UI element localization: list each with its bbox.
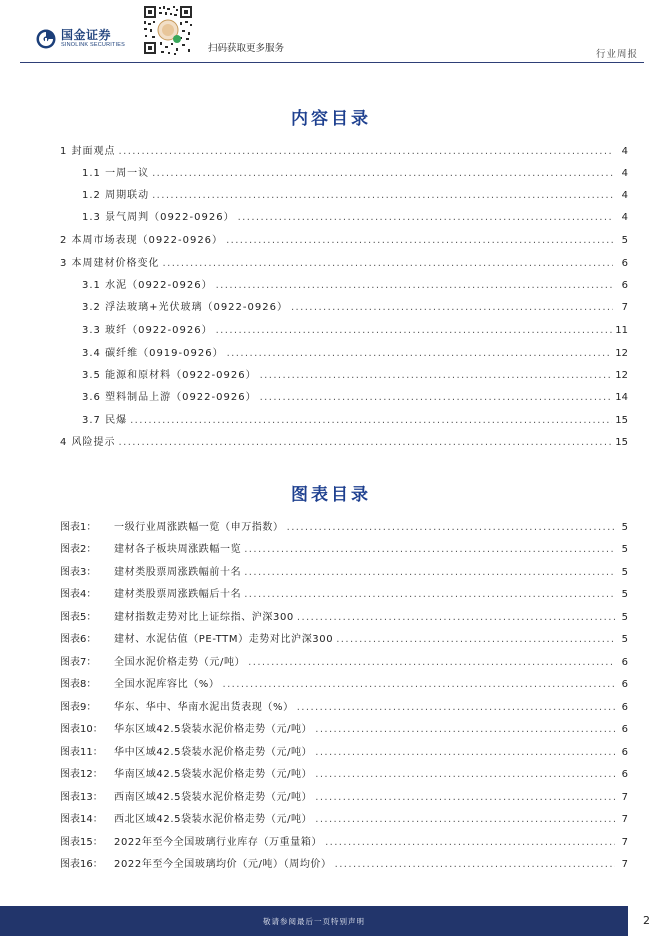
dot-leader: [227, 347, 613, 361]
dot-leader: [152, 189, 613, 203]
figure-list-title: 图表目录: [291, 485, 371, 505]
dot-leader: [244, 588, 615, 602]
figure-entry[interactable]: [60, 768, 628, 782]
toc-entry-page: 4: [621, 190, 628, 201]
dot-leader: [260, 391, 613, 405]
figure-title: 全国水泥价格走势（元/吨）: [114, 657, 246, 668]
figure-title: 华中区域42.5袋装水泥价格走势（元/吨）: [114, 747, 313, 758]
figure-page: 7: [621, 792, 628, 803]
figure-title: 建材类股票周涨跌幅后十名: [114, 589, 242, 600]
figure-label: 图表2：: [60, 544, 97, 555]
toc-entry[interactable]: [82, 369, 628, 383]
toc-entry-page: 6: [621, 258, 628, 269]
toc-entry-title: 3 本周建材价格变化: [60, 258, 160, 269]
figure-title: 全国水泥库容比（%）: [114, 679, 220, 690]
figure-title: 建材各子板块周涨跌幅一览: [114, 544, 242, 555]
figure-title: 西南区域42.5袋装水泥价格走势（元/吨）: [114, 792, 313, 803]
figure-entry[interactable]: [60, 701, 628, 715]
dot-leader: [297, 701, 615, 715]
document-type-label: 行业周报: [595, 49, 638, 60]
toc-entry[interactable]: [82, 189, 628, 203]
figure-label: 图表1：: [60, 522, 97, 533]
toc-entry[interactable]: [60, 145, 628, 159]
dot-leader: [163, 257, 613, 271]
dot-leader: [244, 543, 615, 557]
toc-entry-title: 4 风险提示: [60, 437, 116, 448]
footer-disclaimer: 敬请参阅最后一页特别声明: [263, 916, 365, 926]
figure-label: 图表5：: [60, 612, 97, 623]
dot-leader: [297, 611, 615, 625]
figure-entry[interactable]: [60, 791, 628, 805]
toc-entry-title: 1.1 一周一议: [82, 168, 150, 179]
toc-entry-title: 3.4 碳纤维（0919-0926）: [82, 348, 224, 359]
toc-entry[interactable]: [82, 391, 628, 405]
figure-label: 图表12：: [60, 769, 103, 780]
figure-title: 2022年至今全国玻璃行业库存（万重量箱）: [114, 837, 323, 848]
toc-entry-title: 3.7 民爆: [82, 415, 128, 426]
toc-entry[interactable]: [82, 324, 628, 338]
toc-entry-title: 3.2 浮法玻璃+光伏玻璃（0922-0926）: [82, 302, 288, 313]
figure-page: 5: [621, 544, 628, 555]
toc-entry-page: 4: [621, 168, 628, 179]
page-footer: [0, 906, 662, 936]
figure-entry[interactable]: [60, 858, 628, 872]
dot-leader: [315, 723, 615, 737]
dot-leader: [315, 791, 615, 805]
figure-entry[interactable]: [60, 566, 628, 580]
figure-title: 华南区域42.5袋装水泥价格走势（元/吨）: [114, 769, 313, 780]
figure-page: 5: [621, 634, 628, 645]
figure-page: 6: [621, 679, 628, 690]
toc-entry[interactable]: [82, 167, 628, 181]
figure-entry[interactable]: [60, 543, 628, 557]
toc-entry-page: 4: [621, 146, 628, 157]
figure-entry[interactable]: [60, 611, 628, 625]
figure-page: 7: [621, 837, 628, 848]
dot-leader: [315, 746, 615, 760]
toc-entry-page: 6: [621, 280, 628, 291]
dot-leader: [260, 369, 613, 383]
dot-leader: [287, 521, 615, 535]
figure-title: 2022年至今全国玻璃均价（元/吨）（周均价）: [114, 859, 332, 870]
figure-label: 图表9：: [60, 702, 97, 713]
logo-chinese-name: 国金证券: [61, 28, 112, 43]
toc-entry-title: 3.1 水泥（0922-0926）: [82, 280, 213, 291]
figure-entry[interactable]: [60, 656, 628, 670]
dot-leader: [336, 633, 615, 647]
dot-leader: [238, 211, 613, 225]
figure-page: 7: [621, 814, 628, 825]
toc-entry-page: 4: [621, 212, 628, 223]
dot-leader: [119, 145, 613, 159]
dot-leader: [226, 234, 613, 248]
toc-entry[interactable]: [82, 301, 628, 315]
toc-entry-title: 2 本周市场表现（0922-0926）: [60, 235, 224, 246]
dot-leader: [130, 414, 612, 428]
toc-entry-page: 11: [615, 325, 628, 336]
figure-page: 5: [621, 589, 628, 600]
figure-entry[interactable]: [60, 588, 628, 602]
figure-title: 建材类股票周涨跌幅前十名: [114, 567, 242, 578]
toc-entry-title: 1.3 景气周判（0922-0926）: [82, 212, 235, 223]
dot-leader: [325, 836, 615, 850]
toc-entry-page: 14: [615, 392, 628, 403]
toc-entry-title: 1.2 周期联动: [82, 190, 150, 201]
toc-entry[interactable]: [82, 414, 628, 428]
figure-label: 图表16：: [60, 859, 103, 870]
dot-leader: [315, 813, 615, 827]
toc-entry-title: 3.6 塑料制品上游（0922-0926）: [82, 392, 257, 403]
toc-entry-title: 3.5 能源和原材料（0922-0926）: [82, 370, 257, 381]
figure-label: 图表3：: [60, 567, 97, 578]
dot-leader: [335, 858, 615, 872]
figure-page: 6: [621, 724, 628, 735]
figure-page: 5: [621, 612, 628, 623]
figure-title: 建材指数走势对比上证综指、沪深300: [114, 612, 294, 623]
dot-leader: [291, 301, 613, 315]
figure-title: 华东区域42.5袋装水泥价格走势（元/吨）: [114, 724, 313, 735]
figure-page: 6: [621, 769, 628, 780]
figure-page: 6: [621, 702, 628, 713]
toc-entry[interactable]: [82, 211, 628, 225]
toc-entry-title: 3.3 玻纤（0922-0926）: [82, 325, 213, 336]
figure-entry[interactable]: [60, 813, 628, 827]
figure-label: 图表10：: [60, 724, 103, 735]
figure-label: 图表13：: [60, 792, 103, 803]
dot-leader: [244, 566, 615, 580]
figure-entry[interactable]: [60, 521, 628, 535]
dot-leader: [315, 768, 615, 782]
figure-page: 6: [621, 657, 628, 668]
toc-entry-page: 12: [615, 348, 628, 359]
figure-page: 5: [621, 522, 628, 533]
figure-title: 华东、华中、华南水泥出货表现（%）: [114, 702, 294, 713]
figure-label: 图表4：: [60, 589, 97, 600]
logo-english-name: SINOLINK SECURITIES: [61, 42, 126, 49]
figure-entry[interactable]: [60, 836, 628, 850]
dot-leader: [119, 436, 613, 450]
dot-leader: [152, 167, 613, 181]
dot-leader: [223, 678, 615, 692]
toc-entry[interactable]: [82, 279, 628, 293]
toc-entry-page: 5: [621, 235, 628, 246]
figure-label: 图表15：: [60, 837, 103, 848]
figure-title: 西北区域42.5袋装水泥价格走势（元/吨）: [114, 814, 313, 825]
toc-entry-title: 1 封面观点: [60, 146, 116, 157]
toc-entry[interactable]: [82, 347, 628, 361]
figure-entry[interactable]: [60, 633, 628, 647]
qr-code: [140, 2, 196, 58]
toc-entry[interactable]: [60, 234, 628, 248]
dot-leader: [216, 324, 613, 338]
figure-page: 7: [621, 859, 628, 870]
figure-page: 6: [621, 747, 628, 758]
figure-title: 建材、水泥估值（PE-TTM）走势对比沪深300: [114, 634, 334, 645]
toc-entry[interactable]: [60, 436, 628, 450]
figure-entry[interactable]: [60, 746, 628, 760]
page-header: [0, 0, 662, 62]
figure-label: 图表7：: [60, 657, 97, 668]
sinolink-logo-icon: [36, 29, 56, 49]
figure-entry[interactable]: [60, 678, 628, 692]
toc-entry-page: 7: [621, 302, 628, 313]
figure-label: 图表6：: [60, 634, 97, 645]
toc-title: 内容目录: [291, 109, 371, 129]
figure-label: 图表11：: [60, 747, 103, 758]
company-logo: [36, 28, 125, 50]
figure-label: 图表14：: [60, 814, 103, 825]
figure-page: 5: [621, 567, 628, 578]
footer-bar: [0, 906, 628, 936]
toc-entry-page: 12: [615, 370, 628, 381]
figure-entry[interactable]: [60, 723, 628, 737]
dot-leader: [248, 656, 615, 670]
toc-entry[interactable]: [60, 257, 628, 271]
header-divider: [20, 62, 644, 63]
dot-leader: [216, 279, 613, 293]
page-number: 2: [643, 914, 650, 927]
toc-entry-page: 15: [615, 415, 628, 426]
figure-label: 图表8：: [60, 679, 97, 690]
qr-caption: 扫码获取更多服务: [208, 43, 285, 54]
toc-entry-page: 15: [615, 437, 628, 448]
figure-title: 一级行业周涨跌幅一览（申万指数）: [114, 522, 284, 533]
